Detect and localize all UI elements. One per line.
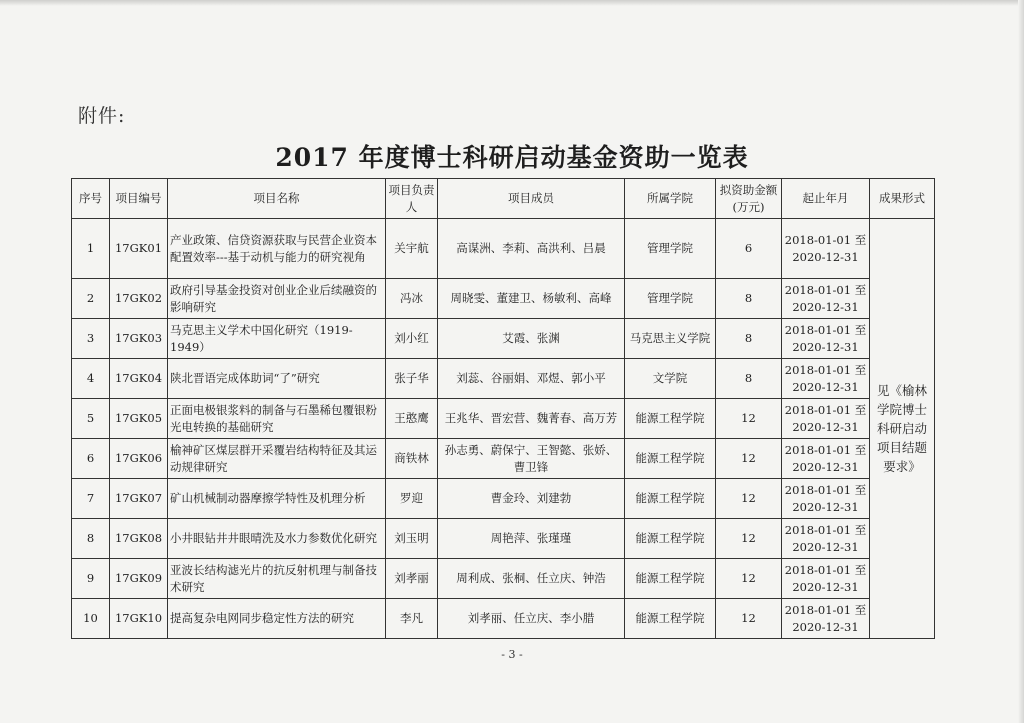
row-amount: 12 [716,399,782,439]
row-project-name: 政府引导基金投资对创业企业后续融资的影响研究 [168,279,386,319]
row-leader: 刘玉明 [386,519,438,559]
row-no: 7 [72,479,110,519]
row-code: 17GK01 [110,219,168,279]
row-leader: 张子华 [386,359,438,399]
row-college: 马克思主义学院 [625,319,716,359]
row-members: 曹金玲、刘建勃 [438,479,625,519]
row-code: 17GK07 [110,479,168,519]
row-code: 17GK09 [110,559,168,599]
row-amount: 12 [716,519,782,559]
row-college: 能源工程学院 [625,599,716,639]
table-row [72,319,935,359]
row-project-name: 马克思主义学术中国化研究（1919-1949） [168,319,386,359]
row-no: 5 [72,399,110,439]
row-project-name: 亚波长结构滤光片的抗反射机理与制备技术研究 [168,559,386,599]
row-period: 2018-01-01 至 2020-12-31 [782,599,870,639]
row-leader: 刘孝丽 [386,559,438,599]
row-code: 17GK08 [110,519,168,559]
row-members: 刘孝丽、任立庆、李小腊 [438,599,625,639]
row-period: 2018-01-01 至 2020-12-31 [782,219,870,279]
row-period: 2018-01-01 至 2020-12-31 [782,359,870,399]
row-members: 孙志勇、蔚保宁、王智懿、张娇、曹卫锋 [438,439,625,479]
table-row [72,519,935,559]
row-leader: 关宇航 [386,219,438,279]
row-no: 6 [72,439,110,479]
row-college: 能源工程学院 [625,479,716,519]
row-no: 4 [72,359,110,399]
header-college: 所属学院 [625,179,716,219]
row-amount: 12 [716,559,782,599]
row-period: 2018-01-01 至 2020-12-31 [782,399,870,439]
row-period: 2018-01-01 至 2020-12-31 [782,319,870,359]
row-project-name: 小井眼钻井井眼晴洗及水力参数优化研究 [168,519,386,559]
row-leader: 王憨鹰 [386,399,438,439]
row-no: 2 [72,279,110,319]
row-project-name: 正面电极银浆料的制备与石墨稀包覆银粉光电转换的基础研究 [168,399,386,439]
row-period: 2018-01-01 至 2020-12-31 [782,439,870,479]
header-no: 序号 [72,179,110,219]
table-row [72,219,935,279]
header-period: 起止年月 [782,179,870,219]
header-amount: 拟资助金额(万元) [716,179,782,219]
row-period: 2018-01-01 至 2020-12-31 [782,479,870,519]
header-code: 项目编号 [110,179,168,219]
table-header-row [72,179,935,219]
row-leader: 冯冰 [386,279,438,319]
row-project-name: 陕北晋语完成体助词“了”研究 [168,359,386,399]
header-members: 项目成员 [438,179,625,219]
row-amount: 8 [716,279,782,319]
table-row [72,399,935,439]
row-no: 9 [72,559,110,599]
row-members: 高谋洲、李莉、高洪利、吕晨 [438,219,625,279]
row-code: 17GK04 [110,359,168,399]
table-row [72,439,935,479]
header-name: 项目名称 [168,179,386,219]
row-leader: 商铁林 [386,439,438,479]
row-college: 文学院 [625,359,716,399]
row-amount: 12 [716,479,782,519]
row-leader: 李凡 [386,599,438,639]
row-leader: 罗迎 [386,479,438,519]
row-members: 刘蕊、谷丽娟、邓煜、郭小平 [438,359,625,399]
funding-table [71,178,935,639]
row-code: 17GK10 [110,599,168,639]
row-period: 2018-01-01 至 2020-12-31 [782,519,870,559]
row-no: 3 [72,319,110,359]
row-project-name: 产业政策、信贷资源获取与民营企业资本配置效率---基于动机与能力的研究视角 [168,219,386,279]
row-leader: 刘小红 [386,319,438,359]
attachment-label: 附件: [78,105,126,127]
row-amount: 12 [716,599,782,639]
row-members: 艾霞、张渊 [438,319,625,359]
table-row [72,359,935,399]
document-title: 2017 年度博士科研启动基金资助一览表 [275,143,749,172]
row-no: 8 [72,519,110,559]
row-members: 周晓雯、董建卫、杨敏利、高峰 [438,279,625,319]
row-period: 2018-01-01 至 2020-12-31 [782,559,870,599]
row-period: 2018-01-01 至 2020-12-31 [782,279,870,319]
row-college: 能源工程学院 [625,559,716,599]
result-form: 见《榆林学院博士科研启动项目结题要求》 [870,219,935,639]
row-code: 17GK05 [110,399,168,439]
row-college: 管理学院 [625,279,716,319]
row-amount: 8 [716,359,782,399]
row-no: 1 [72,219,110,279]
scan-edge [0,0,1024,6]
page-number: - 3 - [501,648,523,661]
row-code: 17GK02 [110,279,168,319]
row-college: 能源工程学院 [625,399,716,439]
row-code: 17GK03 [110,319,168,359]
row-amount: 6 [716,219,782,279]
row-members: 周利成、张桐、任立庆、钟浩 [438,559,625,599]
row-amount: 8 [716,319,782,359]
table-row [72,479,935,519]
row-amount: 12 [716,439,782,479]
table-row [72,559,935,599]
row-members: 王兆华、晋宏营、魏菁春、高万芳 [438,399,625,439]
row-college: 管理学院 [625,219,716,279]
row-college: 能源工程学院 [625,519,716,559]
header-result: 成果形式 [870,179,935,219]
header-leader: 项目负责人 [386,179,438,219]
table-row [72,279,935,319]
row-project-name: 榆神矿区煤层群开采覆岩结构特征及其运动规律研究 [168,439,386,479]
row-project-name: 提高复杂电网同步稳定性方法的研究 [168,599,386,639]
row-members: 周艳萍、张瑾瑾 [438,519,625,559]
table-row [72,599,935,639]
row-project-name: 矿山机械制动器摩擦学特性及机理分析 [168,479,386,519]
scan-edge [1018,0,1024,723]
row-no: 10 [72,599,110,639]
row-college: 能源工程学院 [625,439,716,479]
row-code: 17GK06 [110,439,168,479]
